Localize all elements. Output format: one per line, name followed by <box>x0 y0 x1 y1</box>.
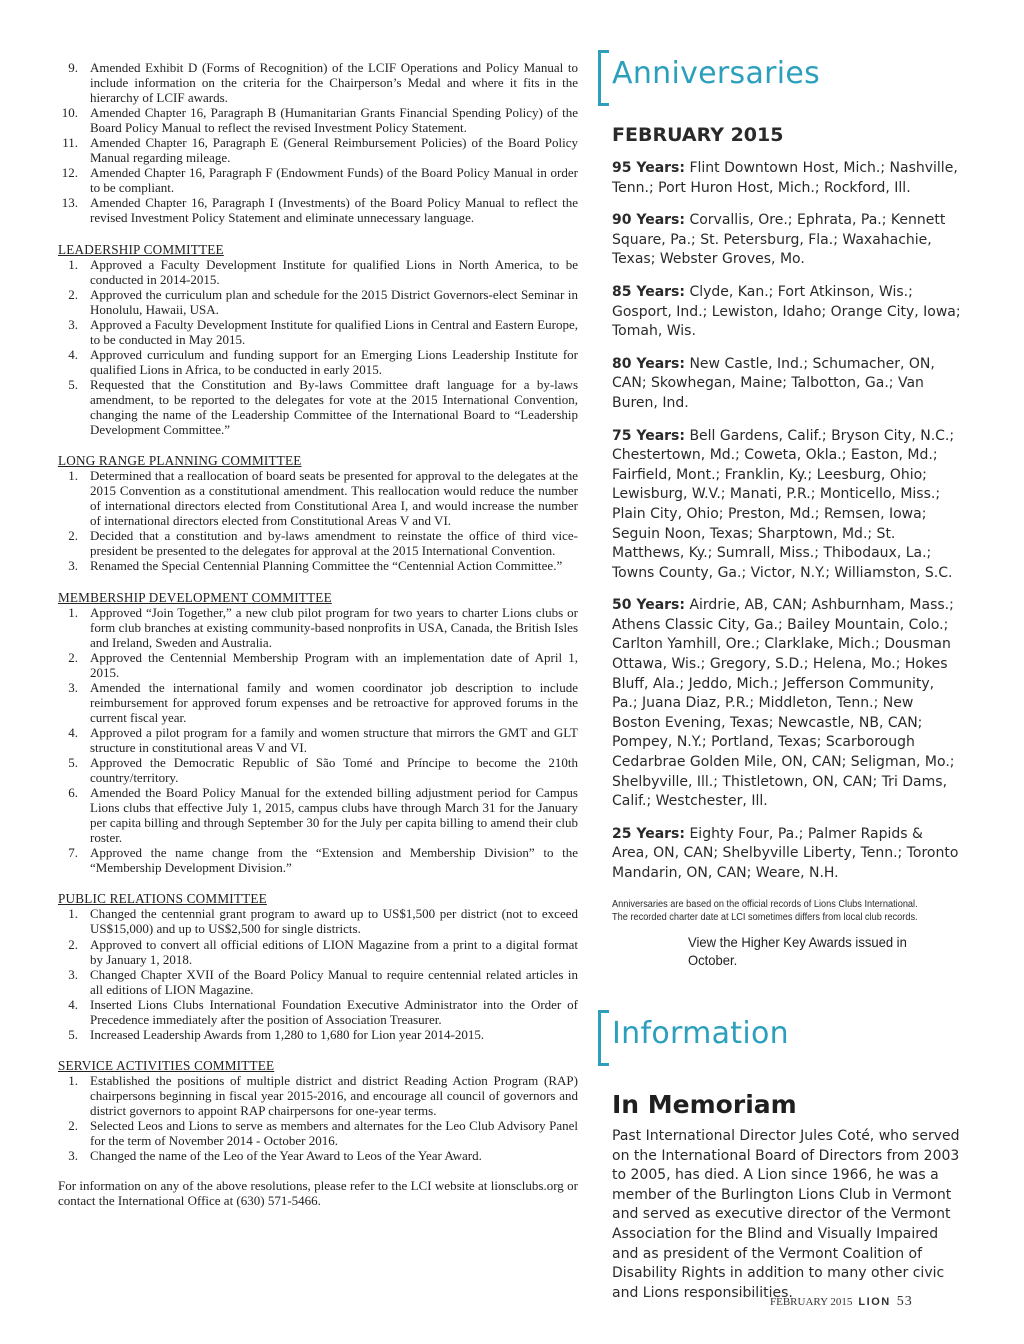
item-text: Changed Chapter XVII of the Board Policy Manual to require centennial related articles in all editions of LION Magazine. <box>90 966 578 997</box>
item-text: Approved the name change from the “Extension and Membership Division” to the “Membership Development Division.” <box>90 845 578 876</box>
anniversary-years: 25 Years: <box>612 825 685 842</box>
resolution-item <box>56 317 578 347</box>
resolution-item <box>56 605 578 650</box>
committee-heading: MEMBERSHIP DEVELOPMENT COMMITTEE <box>58 589 332 605</box>
item-text: Approved a Faculty Development Institute for qualified Lions in Central and Eastern Europe, to be conducted in May 2015. <box>90 316 578 347</box>
item-text: Amended Chapter 16, Paragraph B (Humanitarian Grants Financial Spending Policy) of the Board Policy Manual to reflect the revised Investment Policy Statement. <box>90 105 578 136</box>
resolution-item <box>56 377 578 437</box>
item-number: 3. <box>68 966 78 982</box>
resolution-item <box>56 967 578 997</box>
resolution-item <box>56 997 578 1027</box>
item-text: Approved the curriculum plan and schedule for the 2015 District Governors-elect Seminar in Honolulu, Hawaii, USA. <box>90 286 578 317</box>
item-text: Approved a pilot program for a family and women structure that mirrors the GMT and GLT structure in constitutional areas V and VI. <box>90 724 578 755</box>
anniversary-clubs: Flint Downtown Host, Mich.; Nashville, Tenn.; Port Huron Host, Mich.; Rockford, Ill. <box>612 160 958 196</box>
item-number: 2. <box>68 936 78 952</box>
resolution-item <box>56 558 578 573</box>
anniversary-groups <box>612 159 962 884</box>
resolution-item <box>56 347 578 377</box>
resolution-item <box>56 1148 578 1163</box>
anniversary-years: 85 Years: <box>612 283 685 300</box>
item-text: Requested that the Constitution and By-laws Committee draft language for a by-laws amendment, to be reported to the delegates for vote at the 2015 International Convention, changing the name of the Leadership Committee of the International Board to “Leadership Development Committee.” <box>90 376 578 438</box>
anniversary-years: 75 Years: <box>612 427 685 444</box>
item-number: 3. <box>68 316 78 332</box>
committee-heading: SERVICE ACTIVITIES COMMITTEE <box>58 1057 275 1073</box>
item-text: Decided that a constitution and by-laws amendment to reinstate the office of third vice-president be presented to the delegates for approval at the 2015 International Convention. <box>90 528 578 559</box>
anniversary-years: 50 Years: <box>612 597 685 614</box>
item-number: 2. <box>68 1118 78 1134</box>
anniversary-clubs: New Castle, Ind.; Schumacher, ON, CAN; Skowhegan, Maine; Talbotton, Ga.; Van Buren, Ind. <box>612 355 935 411</box>
item-number: 4. <box>68 996 78 1012</box>
bracket-decoration <box>598 1010 609 1066</box>
item-text: Approved the Centennial Membership Program with an implementation date of April 1, 2015. <box>90 649 578 680</box>
anniversary-group <box>612 355 962 414</box>
item-number: 3. <box>68 679 78 695</box>
resolutions-footnote: For information on any of the above resolutions, please refer to the LCI website at lionsclubs.org or contact the International Office at (630) 571-5466. <box>58 1178 578 1209</box>
resolution-item <box>56 1118 578 1148</box>
committee-heading: LONG RANGE PLANNING COMMITTEE <box>58 453 302 469</box>
item-number: 9. <box>68 60 78 75</box>
committee-list <box>56 257 578 438</box>
item-number: 4. <box>68 724 78 740</box>
resolution-item <box>56 135 578 165</box>
item-number: 1. <box>68 1072 78 1088</box>
resolution-item <box>56 845 578 875</box>
committee-heading: LEADERSHIP COMMITTEE <box>58 241 224 257</box>
resolution-item <box>56 1073 578 1118</box>
memoriam-title: In Memoriam <box>612 1090 797 1119</box>
anniversary-clubs: Bell Gardens, Calif.; Bryson City, N.C.; Chestertown, Md.; Coweta, Okla.; Easton, Md.; Fairfield, Mont.; Franklin, Ky.; Leesburg, Ohio; Lewisburg, W.V.; Manati, P.R.; Monticello, Miss.; Plain City, Ohio; Preston, Md.; Remsen, Iowa; Seguin Noon, Texas; Sharptown, Md.; St. Matthews, Ky.; Sumrall, Miss.; Thibodaux, La.; Towns County, Ga.; Victor, N.Y.; Williamston, S.C. <box>612 427 955 581</box>
item-number: 5. <box>68 1026 78 1042</box>
anniversary-group <box>612 825 962 884</box>
item-text: Amended the international family and women coordinator job description to include reimbursement for approved forum expenses and be retroactive for approved forums in the current fiscal year. <box>90 679 578 725</box>
information-header <box>612 1008 962 1064</box>
item-number: 1. <box>68 256 78 272</box>
item-number: 1. <box>68 906 78 922</box>
anniversary-group <box>612 211 962 270</box>
anniversaries-header <box>612 48 962 104</box>
item-number: 2. <box>68 528 78 544</box>
item-text: Renamed the Special Centennial Planning Committee the “Centennial Action Committee.” <box>90 558 563 574</box>
item-text: Approved the Democratic Republic of São Tomé and Príncipe to become the 210th country/territory. <box>90 755 578 786</box>
bracket-decoration <box>598 50 609 106</box>
anniversary-clubs: Corvallis, Ore.; Ephrata, Pa.; Kennett Square, Pa.; St. Petersburg, Fla.; Waxahachie, Texas; Webster Groves, Mo. <box>612 212 946 268</box>
page-folio <box>770 1294 913 1310</box>
anniversary-group <box>612 283 962 342</box>
anniversary-clubs: Eighty Four, Pa.; Palmer Rapids & Area, ON, CAN; Shelbyville Liberty, Tenn.; Toronto Mandarin, ON, CAN; Weare, N.H. <box>612 825 959 881</box>
item-text: Changed the name of the Leo of the Year Award to Leos of the Year Award. <box>90 1148 482 1164</box>
item-text: Amended Exhibit D (Forms of Recognition) of the LCIF Operations and Policy Manual to include information on the criteria for the Chairperson’s Medal and where it fits in the hierarchy of LCIF awards. <box>90 60 578 106</box>
resolution-item <box>56 650 578 680</box>
item-number: 2. <box>68 286 78 302</box>
item-number: 5. <box>68 376 78 392</box>
item-number: 1. <box>68 604 78 620</box>
item-text: Determined that a reallocation of board seats be presented for approval to the delegates at the 2015 Convention as a constitutional amendment. This reallocation would reduce the number of international directors elected from Constitutional Area I, and would increase the number of international directors elected from Constitutional Areas V and VI. <box>90 468 578 529</box>
resolution-item <box>56 528 578 558</box>
item-text: Increased Leadership Awards from 1,280 to 1,680 for Lion year 2014-2015. <box>90 1026 485 1042</box>
folio-magazine: LION <box>858 1296 891 1308</box>
item-number: 2. <box>68 649 78 665</box>
item-text: Amended Chapter 16, Paragraph E (General Reimbursement Policies) of the Board Policy Manual regarding mileage. <box>90 135 578 166</box>
item-text: Approved a Faculty Development Institute for qualified Lions in North America, to be conducted in 2014-2015. <box>90 256 578 287</box>
item-number: 11. <box>62 135 78 151</box>
folio-issue: FEBRUARY 2015 <box>770 1296 853 1308</box>
committee-heading: PUBLIC RELATIONS COMMITTEE <box>58 891 267 907</box>
resolution-item <box>56 287 578 317</box>
resolution-item <box>56 906 578 936</box>
anniversary-years: 80 Years: <box>612 355 685 372</box>
item-text: Established the positions of multiple district and district Reading Action Program (RAP) chairpersons beginning in fiscal year 2015-2016, and encourage all council of governors and district governors to appoint RAP chairpersons for one-year terms. <box>90 1072 578 1118</box>
resolution-item <box>56 195 578 225</box>
anniversaries-month: FEBRUARY 2015 <box>612 124 784 146</box>
item-number: 10. <box>61 105 78 121</box>
item-text: Approved “Join Together,” a new club pilot program for two years to charter Lions clubs or form club branches at existing community-based nonprofits in USA, Canada, the British Isles and Ireland, Sweden and Australia. <box>90 604 578 650</box>
resolution-item <box>56 60 578 105</box>
anniversary-years: 95 Years: <box>612 160 685 176</box>
item-text: Amended Chapter 16, Paragraph I (Investments) of the Board Policy Manual to reflect the revised Investment Policy Statement and eliminate unnecessary language. <box>90 195 578 226</box>
memoriam-text: Past International Director Jules Coté, who served on the International Board of Directors from 2003 to 2005, has died. A Lion since 1966, he was a member of the Burlington Lions Club in Vermont and served as executive director of the Vermont Association for the Blind and Visually Impaired and as president of the Vermont Coalition of Disability Rights in addition to many other civic and Lions responsibilities. <box>612 1128 960 1301</box>
committee-list <box>56 906 578 1041</box>
resolution-item <box>56 165 578 195</box>
committee-list <box>56 468 578 573</box>
item-number: 3. <box>68 558 78 574</box>
information-section <box>612 1008 962 1303</box>
anniversaries-title: Anniversaries <box>612 56 821 91</box>
anniversary-group <box>612 427 962 584</box>
committee-sections <box>56 242 578 1164</box>
anniversary-group <box>612 159 962 198</box>
item-text: Changed the centennial grant program to award up to US$1,500 per district (not to exceed US$15,000) and up to US$2,500 for single districts. <box>90 906 578 937</box>
higher-key-awards-link[interactable]: View the Higher Key Awards issued in October. <box>688 934 907 968</box>
item-text: Selected Leos and Lions to serve as members and alternates for the Leo Club Advisory Panel for the term of November 2014 - October 2016. <box>90 1118 578 1149</box>
item-text: Amended the Board Policy Manual for the extended billing adjustment period for Campus Lions clubs that effective July 1, 2015, campus clubs have through March 31 for the January per capita billing and through September 30 for the July per capita billing to amend their club roster. <box>90 785 578 846</box>
item-number: 6. <box>68 785 78 801</box>
item-text: Approved to convert all official editions of LION Magazine from a print to a digital format by January 1, 2018. <box>90 936 578 967</box>
item-number: 4. <box>68 346 78 362</box>
resolutions-column <box>56 60 578 1208</box>
resolution-item <box>56 105 578 135</box>
resolution-item <box>56 755 578 785</box>
information-title: Information <box>612 1016 789 1051</box>
item-number: 3. <box>68 1148 78 1164</box>
anniversary-clubs: Airdrie, AB, CAN; Ashburnham, Mass.; Athens Classic City, Ga.; Bailey Mountain, Colo.; Carlton Yamhill, Ore.; Clarklake, Mich.; Dousman Ottawa, Wis.; Gregory, S.D.; Helena, Mo.; Hokes Bluff, Ala.; Jeddo, Mich.; Jefferson Community, Pa.; Juana Diaz, P.R.; Middleton, Tenn.; New Boston Evening, Texas; Newcastle, NB, CAN; Pompey, N.Y.; Portland, Texas; Scarborough Cedarbrae Golden Mile, ON, CAN; Seligman, Mo.; Shelbyville, Ill.; Thistletown, ON, CAN; Tri Dams, Calif.; Westchester, Ill. <box>612 597 955 810</box>
item-number: 1. <box>68 468 78 484</box>
resolution-item <box>56 725 578 755</box>
resolution-item <box>56 680 578 725</box>
item-number: 5. <box>68 755 78 771</box>
committee-list <box>56 1073 578 1163</box>
anniversary-clubs: Clyde, Kan.; Fort Atkinson, Wis.; Gosport, Ind.; Lewiston, Idaho; Orange City, Iowa; Tomah, Wis. <box>612 283 961 340</box>
anniversary-years: 90 Years: <box>612 212 685 229</box>
resolution-item <box>56 257 578 287</box>
anniversary-group <box>612 596 962 812</box>
intro-list <box>56 60 578 226</box>
resolution-item <box>56 468 578 528</box>
item-text: Inserted Lions Clubs International Foundation Executive Administrator into the Order of Precedence immediately after the position of Association Treasurer. <box>90 996 578 1027</box>
anniversaries-note: Anniversaries are based on the official records of Lions Clubs International. The recorded charter date at LCI sometimes differs from local club records. <box>612 898 918 923</box>
item-number: 13. <box>61 195 78 211</box>
page-number: 53 <box>896 1294 913 1309</box>
committee-list <box>56 605 578 876</box>
item-text: Approved curriculum and funding support for an Emerging Lions Leadership Institute for qualified Lions in Africa, to be conducted in early 2015. <box>90 346 578 377</box>
item-number: 7. <box>68 845 78 861</box>
item-number: 12. <box>61 165 78 181</box>
resolution-item <box>56 937 578 967</box>
resolution-item <box>56 785 578 845</box>
resolution-item <box>56 1027 578 1042</box>
anniversaries-column <box>612 48 962 924</box>
item-text: Amended Chapter 16, Paragraph F (Endowment Funds) of the Board Policy Manual in order to be compliant. <box>90 165 578 196</box>
